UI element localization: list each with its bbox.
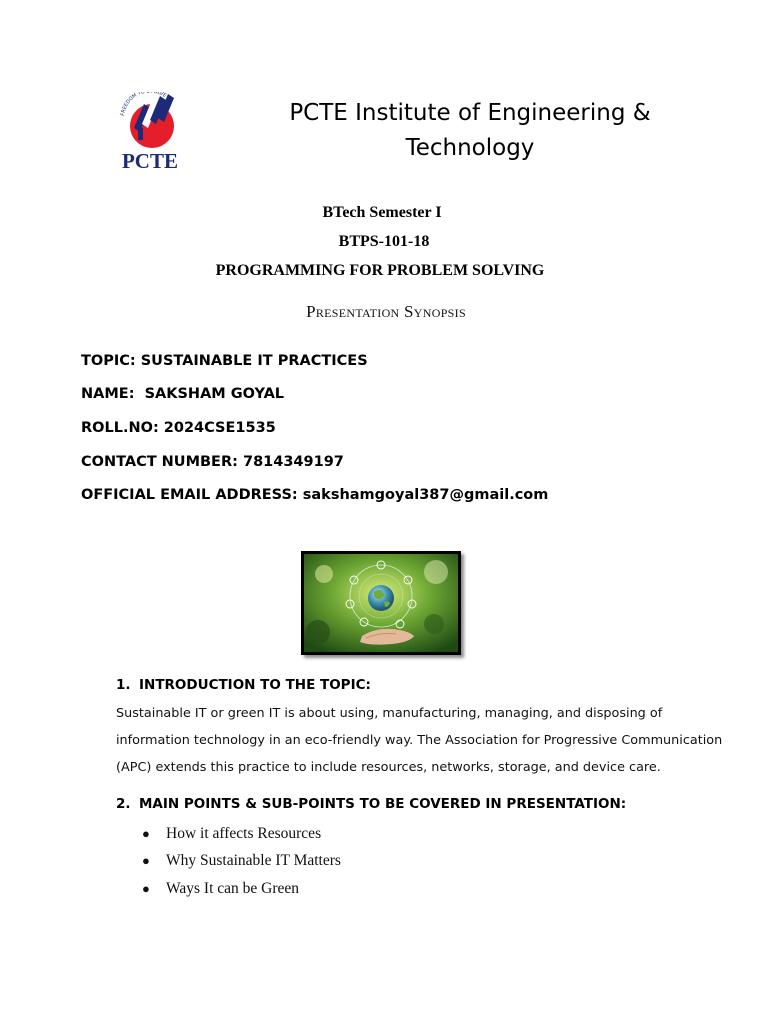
institute-title: PCTE Institute of Engineering & Technology: [289, 100, 651, 161]
logo-text: PCTE: [121, 149, 179, 172]
bullet-icon: ●: [142, 853, 150, 869]
main-points-list: [142, 820, 341, 903]
name-line: NAME: SAKSHAM GOYAL: [81, 386, 285, 402]
list-item: [142, 875, 341, 903]
course-subject: PROGRAMMING FOR PROBLEM SOLVING: [215, 262, 545, 279]
list-item-text: How it affects Resources: [166, 824, 322, 842]
contact-line: CONTACT NUMBER: 7814349197: [81, 454, 344, 470]
section-1-title: INTRODUCTION TO THE TOPIC:: [139, 677, 371, 693]
list-item: [142, 848, 341, 876]
section-1-heading: [116, 677, 371, 693]
sustainability-photo: [301, 551, 461, 655]
topic-line: TOPIC: SUSTAINABLE IT PRACTICES: [81, 353, 368, 369]
bullet-icon: ●: [142, 880, 150, 896]
section-2-heading: [116, 796, 626, 812]
email-line: OFFICIAL EMAIL ADDRESS: sakshamgoyal387@gmail.com: [81, 487, 549, 503]
list-item: [142, 820, 341, 848]
document-type: Presentation Synopsis: [306, 302, 466, 321]
course-code: BTPS-101-18: [338, 233, 430, 250]
semester-line: BTech Semester I: [322, 204, 442, 221]
roll-line: ROLL.NO: 2024CSE1535: [81, 420, 276, 436]
list-item-text: Ways It can be Green: [166, 879, 300, 897]
list-item-text: Why Sustainable IT Matters: [166, 852, 341, 870]
bullet-icon: ●: [142, 825, 150, 841]
section-2-title: MAIN POINTS & SUB-POINTS TO BE COVERED IN PRESENTATION:: [139, 796, 627, 812]
section-1-body: Sustainable IT or green IT is about using, manufacturing, managing, and disposing of information technology in an eco-friendly way. The Association for Progressive Communication (APC) extends this practice to include resources, networks, storage, and device care.: [116, 706, 723, 775]
pcte-logo: [114, 92, 186, 172]
logo-motto: FREEDOM TO OLVE: [120, 92, 168, 117]
section-2-number: 2.: [116, 796, 131, 812]
section-1-number: 1.: [116, 677, 131, 693]
